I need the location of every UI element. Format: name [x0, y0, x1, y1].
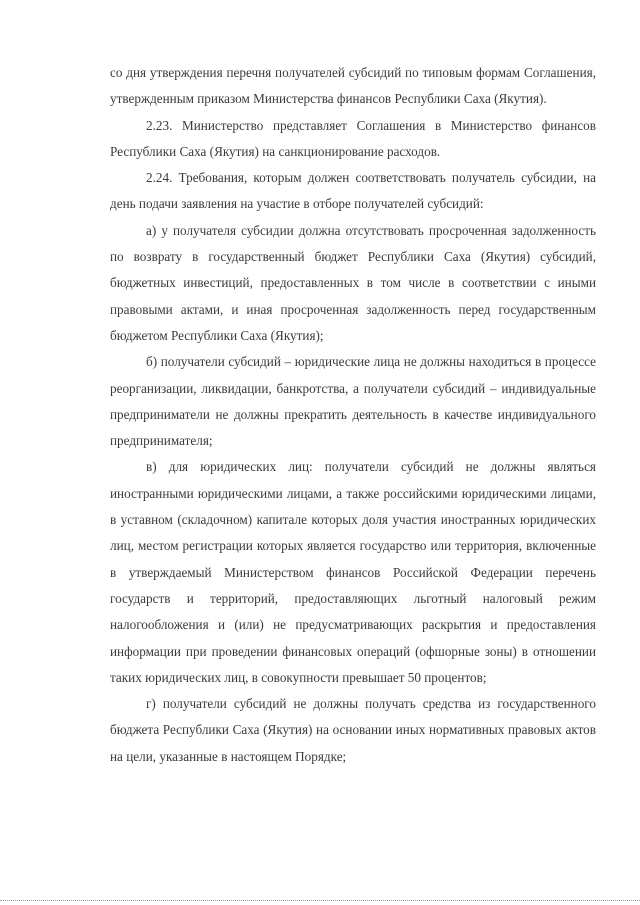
paragraph-2-24: 2.24. Требования, которым должен соответствовать получатель субсидии, на день подачи заявления на участие в отборе получателей субсидий: — [110, 170, 596, 212]
paragraph-2-23: 2.23. Министерство представляет Соглашения в Министерство финансов Республики Саха (Якутия) на санкционирование расходов. — [110, 117, 596, 159]
page-bottom-border — [0, 900, 640, 902]
paragraph-item-b: б) получатели субсидий – юридические лица не должны находиться в процессе реорганизации, ликвидации, банкротства, а получатели субсидий – индивидуальные предприниматели не должны прекратить деятельность в качестве индивидуального предпринимателя; — [110, 354, 596, 449]
paragraph-continuation: со дня утверждения перечня получателей субсидий по типовым формам Соглашения, утвержденным приказом Министерства финансов Республики Саха (Якутия). — [110, 65, 596, 107]
paragraph-item-a: а) у получателя субсидии должна отсутствовать просроченная задолженность по возврату в государственный бюджет Республики Саха (Якутия) субсидий, бюджетных инвестиций, предоставленных в том числе в соответствии с иными правовыми актами, и иная просроченная задолженность перед государственным бюджетом Республики Саха (Якутия); — [110, 222, 596, 343]
paragraph-item-v: в) для юридических лиц: получатели субсидий не должны являться иностранными юридическими лицами, а также российскими юридическими лицами, в уставном (складочном) капитале которых доля участия иностранных юридических лиц, местом регистрации которых является государство или территория, включенные в утверждаемый Министерством финансов Российской Федерации перечень государств и территорий, предоставляющих льготный налоговый режим налогообложения и (или) не предусматривающих раскрытия и предоставления информации при проведении финансовых операций (офшорные зоны) в отношении таких юридических лиц, в совокупности превышает 50 процентов; — [110, 459, 596, 685]
paragraph-item-g: г) получатели субсидий не должны получать средства из государственного бюджета Республики Саха (Якутия) на основании иных нормативных правовых актов на цели, указанные в настоящем Порядке; — [110, 696, 596, 764]
